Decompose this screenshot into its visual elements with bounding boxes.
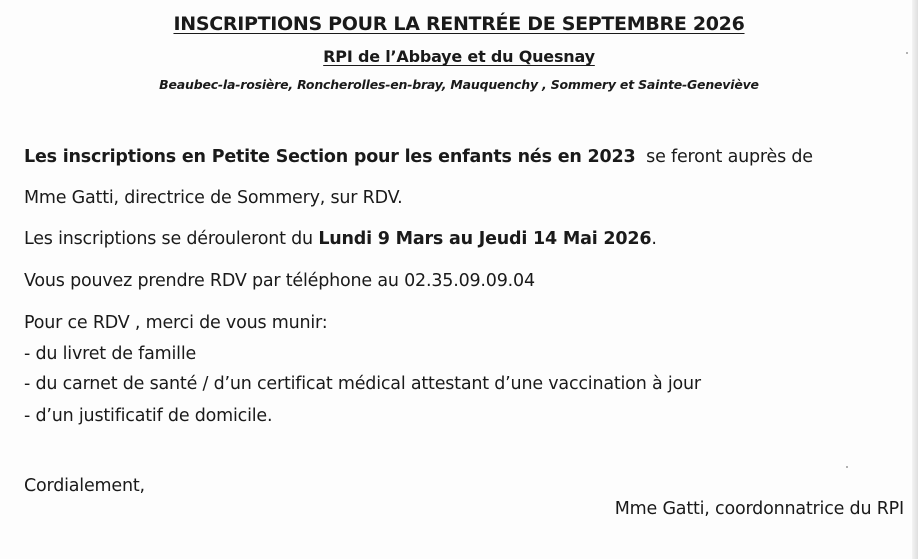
docs-item-carnet: - du carnet de santé / d’un certificat médical attestant d’une vaccination à jour: [24, 374, 701, 394]
scan-speck: [846, 466, 848, 468]
scan-speck: [906, 52, 908, 54]
intro-line-2: Mme Gatti, directrice de Sommery, sur RDV.: [24, 188, 403, 208]
dates-bold-text: Lundi 9 Mars au Jeudi 14 Mai 2026: [318, 229, 652, 249]
dates-line: [24, 229, 657, 249]
dates-suffix-text: .: [651, 229, 657, 249]
signature-text: Mme Gatti, coordonnatrice du RPI: [614, 499, 904, 519]
document-title: [0, 13, 918, 35]
closing-text: Cordialement,: [24, 476, 145, 496]
phone-line: Vous pouvez prendre RDV par téléphone au 02.35.09.09.04: [24, 271, 535, 291]
document-subtitle-text: RPI de l’Abbaye et du Quesnay: [323, 47, 595, 66]
intro-line-1: [24, 147, 813, 167]
villages-list: Beaubec-la-rosière, Roncherolles-en-bray, Mauquenchy , Sommery et Sainte-Geneviève: [159, 77, 759, 92]
docs-intro: Pour ce RDV , merci de vous munir:: [24, 313, 328, 333]
document-subtitle: [0, 47, 918, 66]
dates-prefix-text: Les inscriptions se dérouleront du: [24, 229, 319, 249]
document-title-text: INSCRIPTIONS POUR LA RENTRÉE DE SEPTEMBRE 2026: [173, 13, 745, 35]
intro-bold-text: Les inscriptions en Petite Section pour les enfants nés en 2023: [24, 147, 636, 167]
intro-rest-text: se feront auprès de: [635, 147, 813, 167]
docs-item-justificatif: - d’un justificatif de domicile.: [24, 406, 273, 426]
docs-item-livret: - du livret de famille: [24, 344, 197, 364]
